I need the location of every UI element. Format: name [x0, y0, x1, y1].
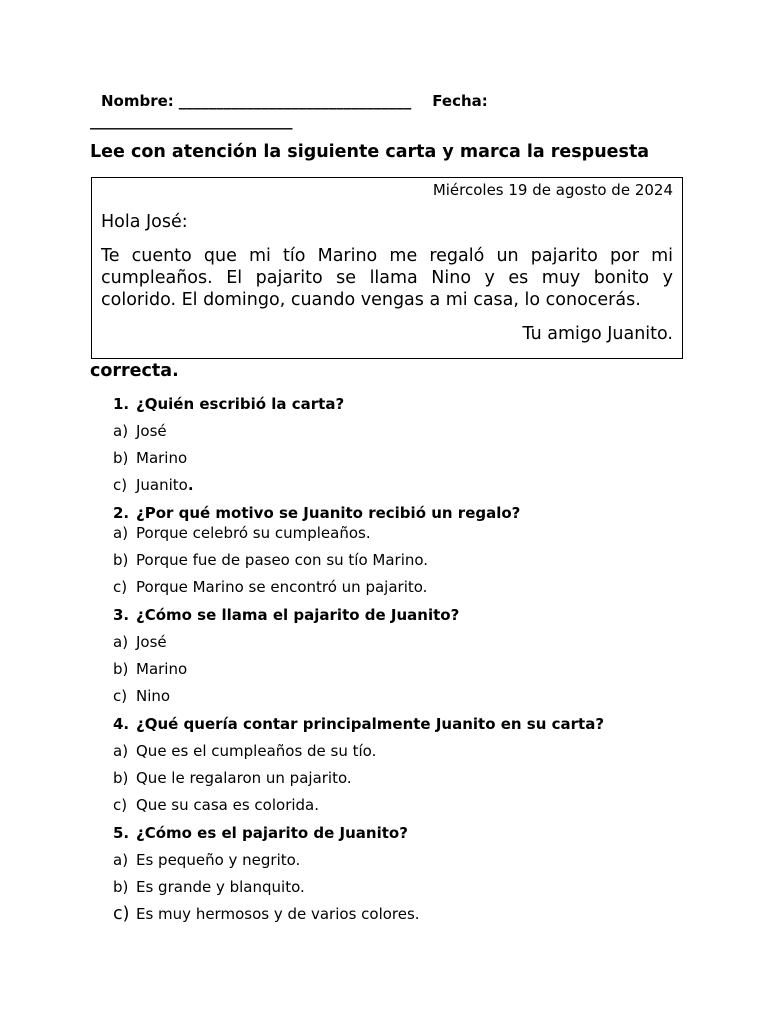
q3-option-a	[113, 629, 733, 656]
letter-body	[101, 245, 673, 311]
question-5	[113, 819, 733, 928]
question-3	[113, 601, 733, 710]
instruction-continuation: correcta.	[90, 361, 179, 381]
question-2	[113, 499, 733, 601]
option-text: Porque fue de paseo con su tío Marino.	[136, 551, 429, 569]
option-letter: a)	[113, 851, 129, 869]
q5-option-b	[113, 874, 733, 901]
option-letter: b)	[113, 551, 129, 569]
name-label: Nombre:	[101, 92, 174, 110]
question-number: 2.	[113, 503, 130, 522]
letter-box	[91, 177, 683, 359]
letter-body-line: cumpleaños. El pajarito se llama Nino y es muy bonito y	[101, 268, 673, 288]
question-number: 3.	[113, 605, 130, 624]
q5-option-c	[113, 901, 733, 928]
option-letter: a)	[113, 633, 129, 651]
letter-date: Miércoles 19 de agosto de 2024	[432, 181, 673, 199]
question-text: ¿Cómo es el pajarito de Juanito?	[136, 823, 408, 842]
option-letter: c)	[113, 476, 128, 494]
q5-option-a	[113, 847, 733, 874]
q4-option-c	[113, 792, 733, 819]
option-text	[136, 472, 194, 499]
question-1	[113, 390, 733, 499]
option-text: Es pequeño y negrito.	[136, 851, 301, 869]
question-4	[113, 710, 733, 819]
q4-option-a	[113, 738, 733, 765]
option-text: Porque Marino se encontró un pajarito.	[136, 578, 428, 596]
option-letter: b)	[113, 449, 129, 467]
option-letter: c)	[113, 687, 128, 705]
option-text: Marino	[136, 660, 188, 678]
option-text: Es grande y blanquito.	[136, 878, 305, 896]
option-text: Que es el cumpleaños de su tío.	[136, 742, 377, 760]
answer-options	[113, 418, 733, 499]
question-title	[113, 390, 733, 418]
option-text: Que su casa es colorida.	[136, 796, 320, 814]
option-text: Que le regalaron un pajarito.	[136, 769, 352, 787]
q4-option-b	[113, 765, 733, 792]
question-number: 5.	[113, 823, 130, 842]
question-title	[113, 819, 733, 847]
option-letter: b)	[113, 660, 129, 678]
question-list	[113, 390, 733, 928]
option-text: Es muy hermosos y de varios colores.	[136, 905, 420, 923]
answer-options	[113, 520, 733, 601]
name-date-line	[101, 92, 488, 110]
option-letter: a)	[113, 422, 129, 440]
letter-signature: Tu amigo Juanito.	[522, 324, 673, 344]
option-letter: b)	[113, 878, 129, 896]
question-title	[113, 601, 733, 629]
option-letter: c)	[113, 904, 130, 924]
q2-option-c	[113, 574, 733, 601]
name-blank: _______________________________	[178, 92, 412, 110]
option-text: Porque celebró su cumpleaños.	[136, 524, 371, 542]
instruction-text: Lee con atención la siguiente carta y marca la respuesta	[90, 142, 650, 162]
answer-options	[113, 738, 733, 819]
date-blank: ___________________________	[90, 112, 293, 130]
q1-option-b	[113, 445, 733, 472]
q1-option-a	[113, 418, 733, 445]
option-letter: b)	[113, 769, 129, 787]
letter-body-line: colorido. El domingo, cuando vengas a mi casa, lo conocerás.	[101, 290, 641, 310]
option-text: José	[136, 422, 167, 440]
option-letter: c)	[113, 796, 128, 814]
question-number: 1.	[113, 394, 130, 413]
answer-options	[113, 629, 733, 710]
question-title	[113, 710, 733, 738]
answer-options	[113, 847, 733, 928]
option-text-period: .	[187, 476, 194, 494]
option-text: Nino	[136, 687, 171, 705]
option-letter: a)	[113, 524, 129, 542]
question-text: ¿Cómo se llama el pajarito de Juanito?	[136, 605, 460, 624]
letter-body-line: Te cuento que mi tío Marino me regaló un pajarito por mi	[101, 246, 673, 266]
date-label: Fecha:	[432, 92, 488, 110]
q3-option-c	[113, 683, 733, 710]
letter-greeting: Hola José:	[101, 212, 188, 232]
question-text: ¿Qué quería contar principalmente Juanito en su carta?	[136, 714, 605, 733]
question-number: 4.	[113, 714, 130, 733]
question-text: ¿Por qué motivo se Juanito recibió un regalo?	[136, 503, 521, 522]
option-text: José	[136, 633, 167, 651]
option-text-main: Juanito	[136, 476, 188, 494]
q2-option-b	[113, 547, 733, 574]
q3-option-b	[113, 656, 733, 683]
question-text: ¿Quién escribió la carta?	[136, 394, 345, 413]
option-text: Marino	[136, 449, 188, 467]
option-letter: c)	[113, 578, 128, 596]
option-letter: a)	[113, 742, 129, 760]
q1-option-c	[113, 472, 733, 499]
